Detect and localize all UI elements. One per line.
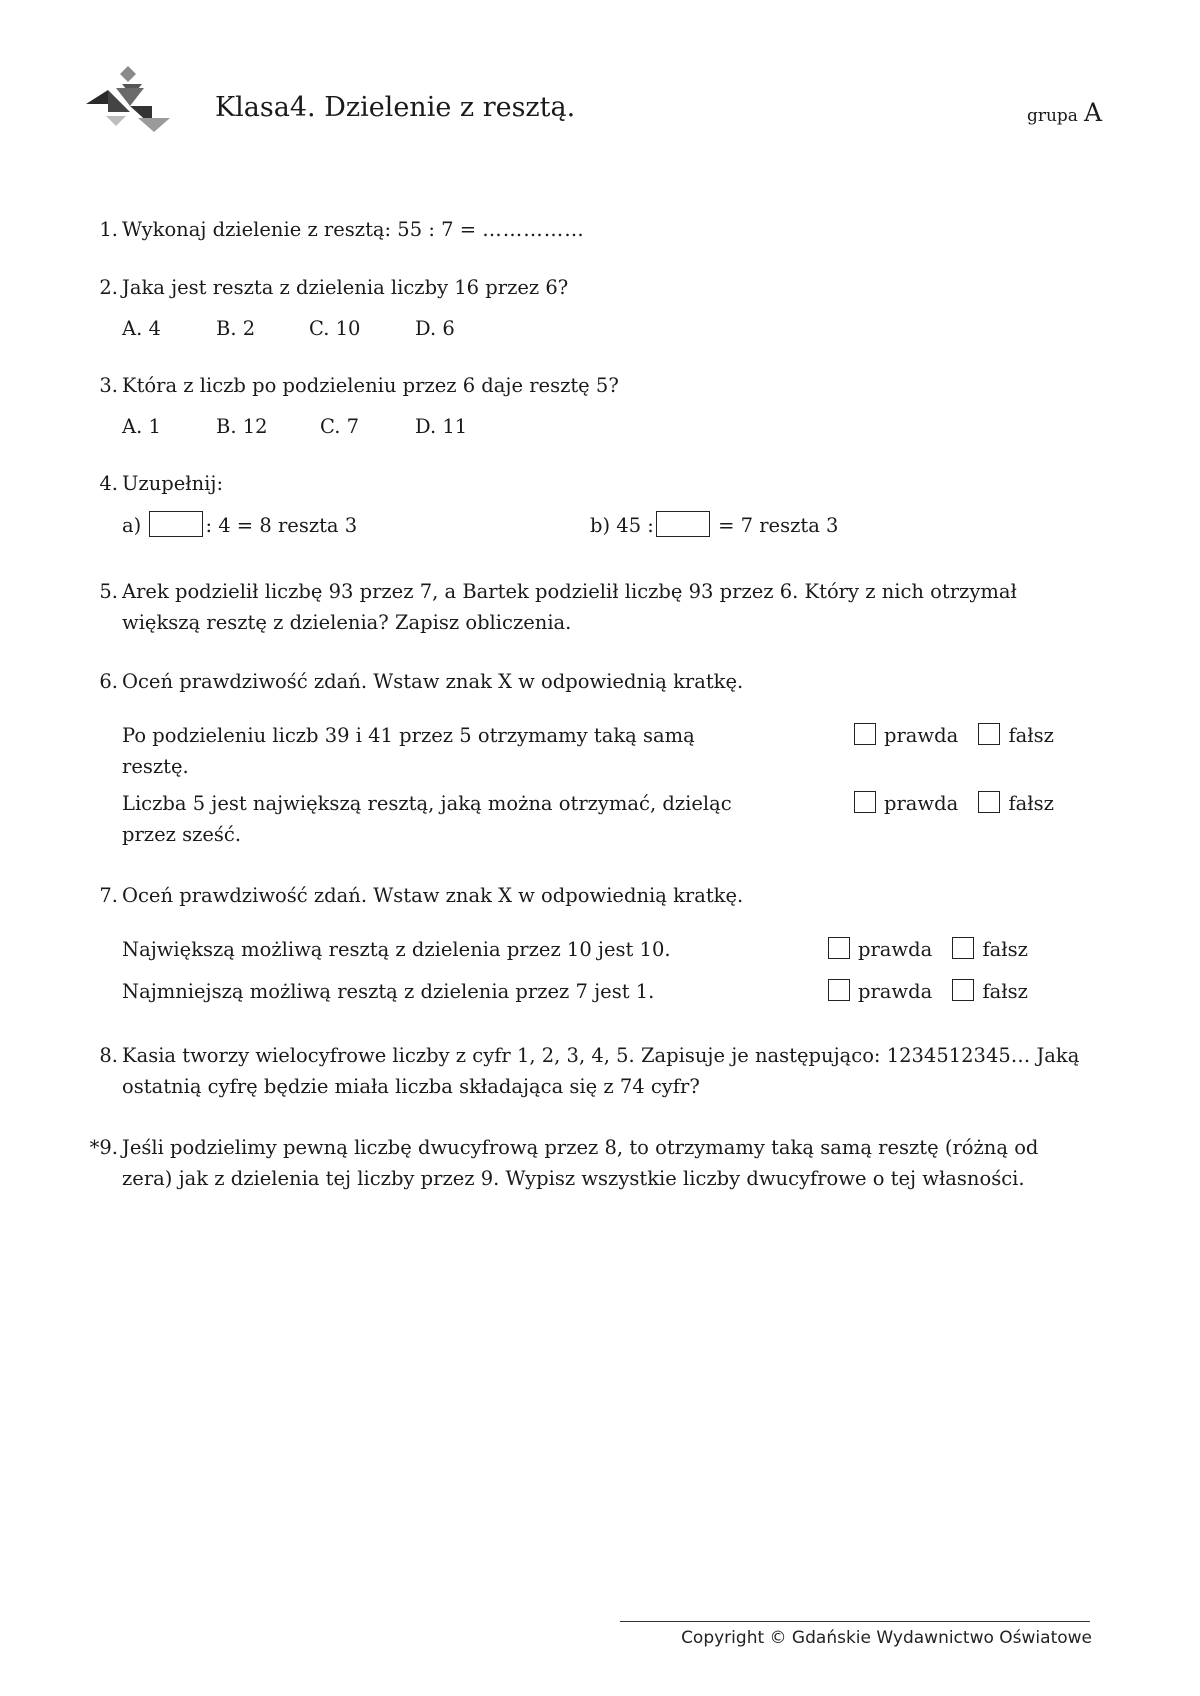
true-label: prawda xyxy=(858,938,933,961)
statement-text: Liczba 5 jest największą resztą, jaką można otrzymać, dzieląc przez sześć. xyxy=(122,792,732,846)
question-number: 1. xyxy=(99,218,118,241)
true-checkbox[interactable] xyxy=(828,937,850,959)
true-false-choice xyxy=(854,788,1068,819)
true-label: prawda xyxy=(884,792,959,815)
false-checkbox[interactable] xyxy=(952,937,974,959)
question-text: Jeśli podzielimy pewną liczbę dwucyfrową przez 8, to otrzymamy taką samą resztę (różną od zera) jak z dzielenia tej liczby przez 9. Wypisz wszystkie liczby dwucyfrowe o tej własności. xyxy=(122,1136,1039,1190)
question-number: *9. xyxy=(89,1136,118,1159)
answer-box-a[interactable] xyxy=(149,511,203,537)
footer-copyright: Copyright © Gdańskie Wydawnictwo Oświatowe xyxy=(681,1628,1092,1648)
false-option[interactable] xyxy=(978,788,1053,819)
question-text: Wykonaj dzielenie z resztą: 55 : 7 = xyxy=(122,218,483,241)
item-b xyxy=(590,510,838,541)
item-b-prefix: b) 45 : xyxy=(590,514,654,537)
false-option[interactable] xyxy=(952,934,1027,965)
question-number: 8. xyxy=(99,1044,118,1067)
option-d[interactable]: D. 11 xyxy=(415,415,468,438)
option-a[interactable]: A. 1 xyxy=(122,415,161,438)
true-false-choice xyxy=(828,976,1042,1007)
question-number: 4. xyxy=(99,472,118,495)
question-text: Oceń prawdziwość zdań. Wstaw znak X w odpowiednią kratkę. xyxy=(122,884,744,907)
answer-blank[interactable]: …………… xyxy=(482,218,585,241)
question-text: Która z liczb po podzieleniu przez 6 daje resztę 5? xyxy=(122,374,619,397)
group-value: A xyxy=(1083,98,1102,127)
group-indicator xyxy=(1027,98,1102,127)
false-checkbox[interactable] xyxy=(952,979,974,1001)
question-number: 6. xyxy=(99,670,118,693)
false-label: fałsz xyxy=(982,980,1028,1003)
true-false-choice xyxy=(854,720,1068,751)
publisher-logo-icon xyxy=(86,66,170,138)
question-number: 5. xyxy=(99,580,118,603)
false-label: fałsz xyxy=(982,938,1028,961)
option-d[interactable]: D. 6 xyxy=(415,317,455,340)
question-number: 2. xyxy=(99,276,118,299)
footer-divider xyxy=(620,1621,1090,1622)
statement-text: Najmniejszą możliwą resztą z dzielenia przez 7 jest 1. xyxy=(122,980,655,1003)
question-text: Kasia tworzy wielocyfrowe liczby z cyfr 1, 2, 3, 4, 5. Zapisuje je następująco: 1234512345… Jaką ostatnią cyfrę będzie miała liczba składająca się z 74 cyfr? xyxy=(122,1044,1080,1098)
false-option[interactable] xyxy=(978,720,1053,751)
item-a-suffix: : 4 = 8 reszta 3 xyxy=(205,514,358,537)
true-checkbox[interactable] xyxy=(854,791,876,813)
question-text: Oceń prawdziwość zdań. Wstaw znak X w odpowiednią kratkę. xyxy=(122,670,744,693)
false-label: fałsz xyxy=(1008,724,1054,747)
true-option[interactable] xyxy=(854,720,958,751)
true-option[interactable] xyxy=(828,934,932,965)
false-option[interactable] xyxy=(952,976,1027,1007)
option-b[interactable]: B. 2 xyxy=(216,317,256,340)
item-b-suffix: = 7 reszta 3 xyxy=(718,514,839,537)
page-title: Klasa4. Dzielenie z resztą. xyxy=(215,92,576,123)
statement-text: Największą możliwą resztą z dzielenia przez 10 jest 10. xyxy=(122,938,671,961)
item-a-prefix: a) xyxy=(122,514,142,537)
false-checkbox[interactable] xyxy=(978,723,1000,745)
question-number: 3. xyxy=(99,374,118,397)
option-a[interactable]: A. 4 xyxy=(122,317,161,340)
item-a xyxy=(122,510,357,541)
option-c[interactable]: C. 7 xyxy=(320,415,360,438)
answer-box-b[interactable] xyxy=(656,511,710,537)
false-label: fałsz xyxy=(1008,792,1054,815)
question-text: Arek podzielił liczbę 93 przez 7, a Bartek podzielił liczbę 93 przez 6. Który z nich otrzymał większą resztę z dzielenia? Zapisz obliczenia. xyxy=(122,580,1017,634)
true-checkbox[interactable] xyxy=(854,723,876,745)
statement-text: Po podzieleniu liczb 39 i 41 przez 5 otrzymamy taką samą resztę. xyxy=(122,724,695,778)
true-checkbox[interactable] xyxy=(828,979,850,1001)
option-c[interactable]: C. 10 xyxy=(309,317,361,340)
true-option[interactable] xyxy=(828,976,932,1007)
true-label: prawda xyxy=(884,724,959,747)
question-number: 7. xyxy=(99,884,118,907)
question-text: Uzupełnij: xyxy=(122,472,224,495)
true-option[interactable] xyxy=(854,788,958,819)
false-checkbox[interactable] xyxy=(978,791,1000,813)
group-label: grupa xyxy=(1026,106,1078,126)
true-false-choice xyxy=(828,934,1042,965)
question-text: Jaka jest reszta z dzielenia liczby 16 przez 6? xyxy=(122,276,569,299)
true-label: prawda xyxy=(858,980,933,1003)
option-b[interactable]: B. 12 xyxy=(216,415,268,438)
